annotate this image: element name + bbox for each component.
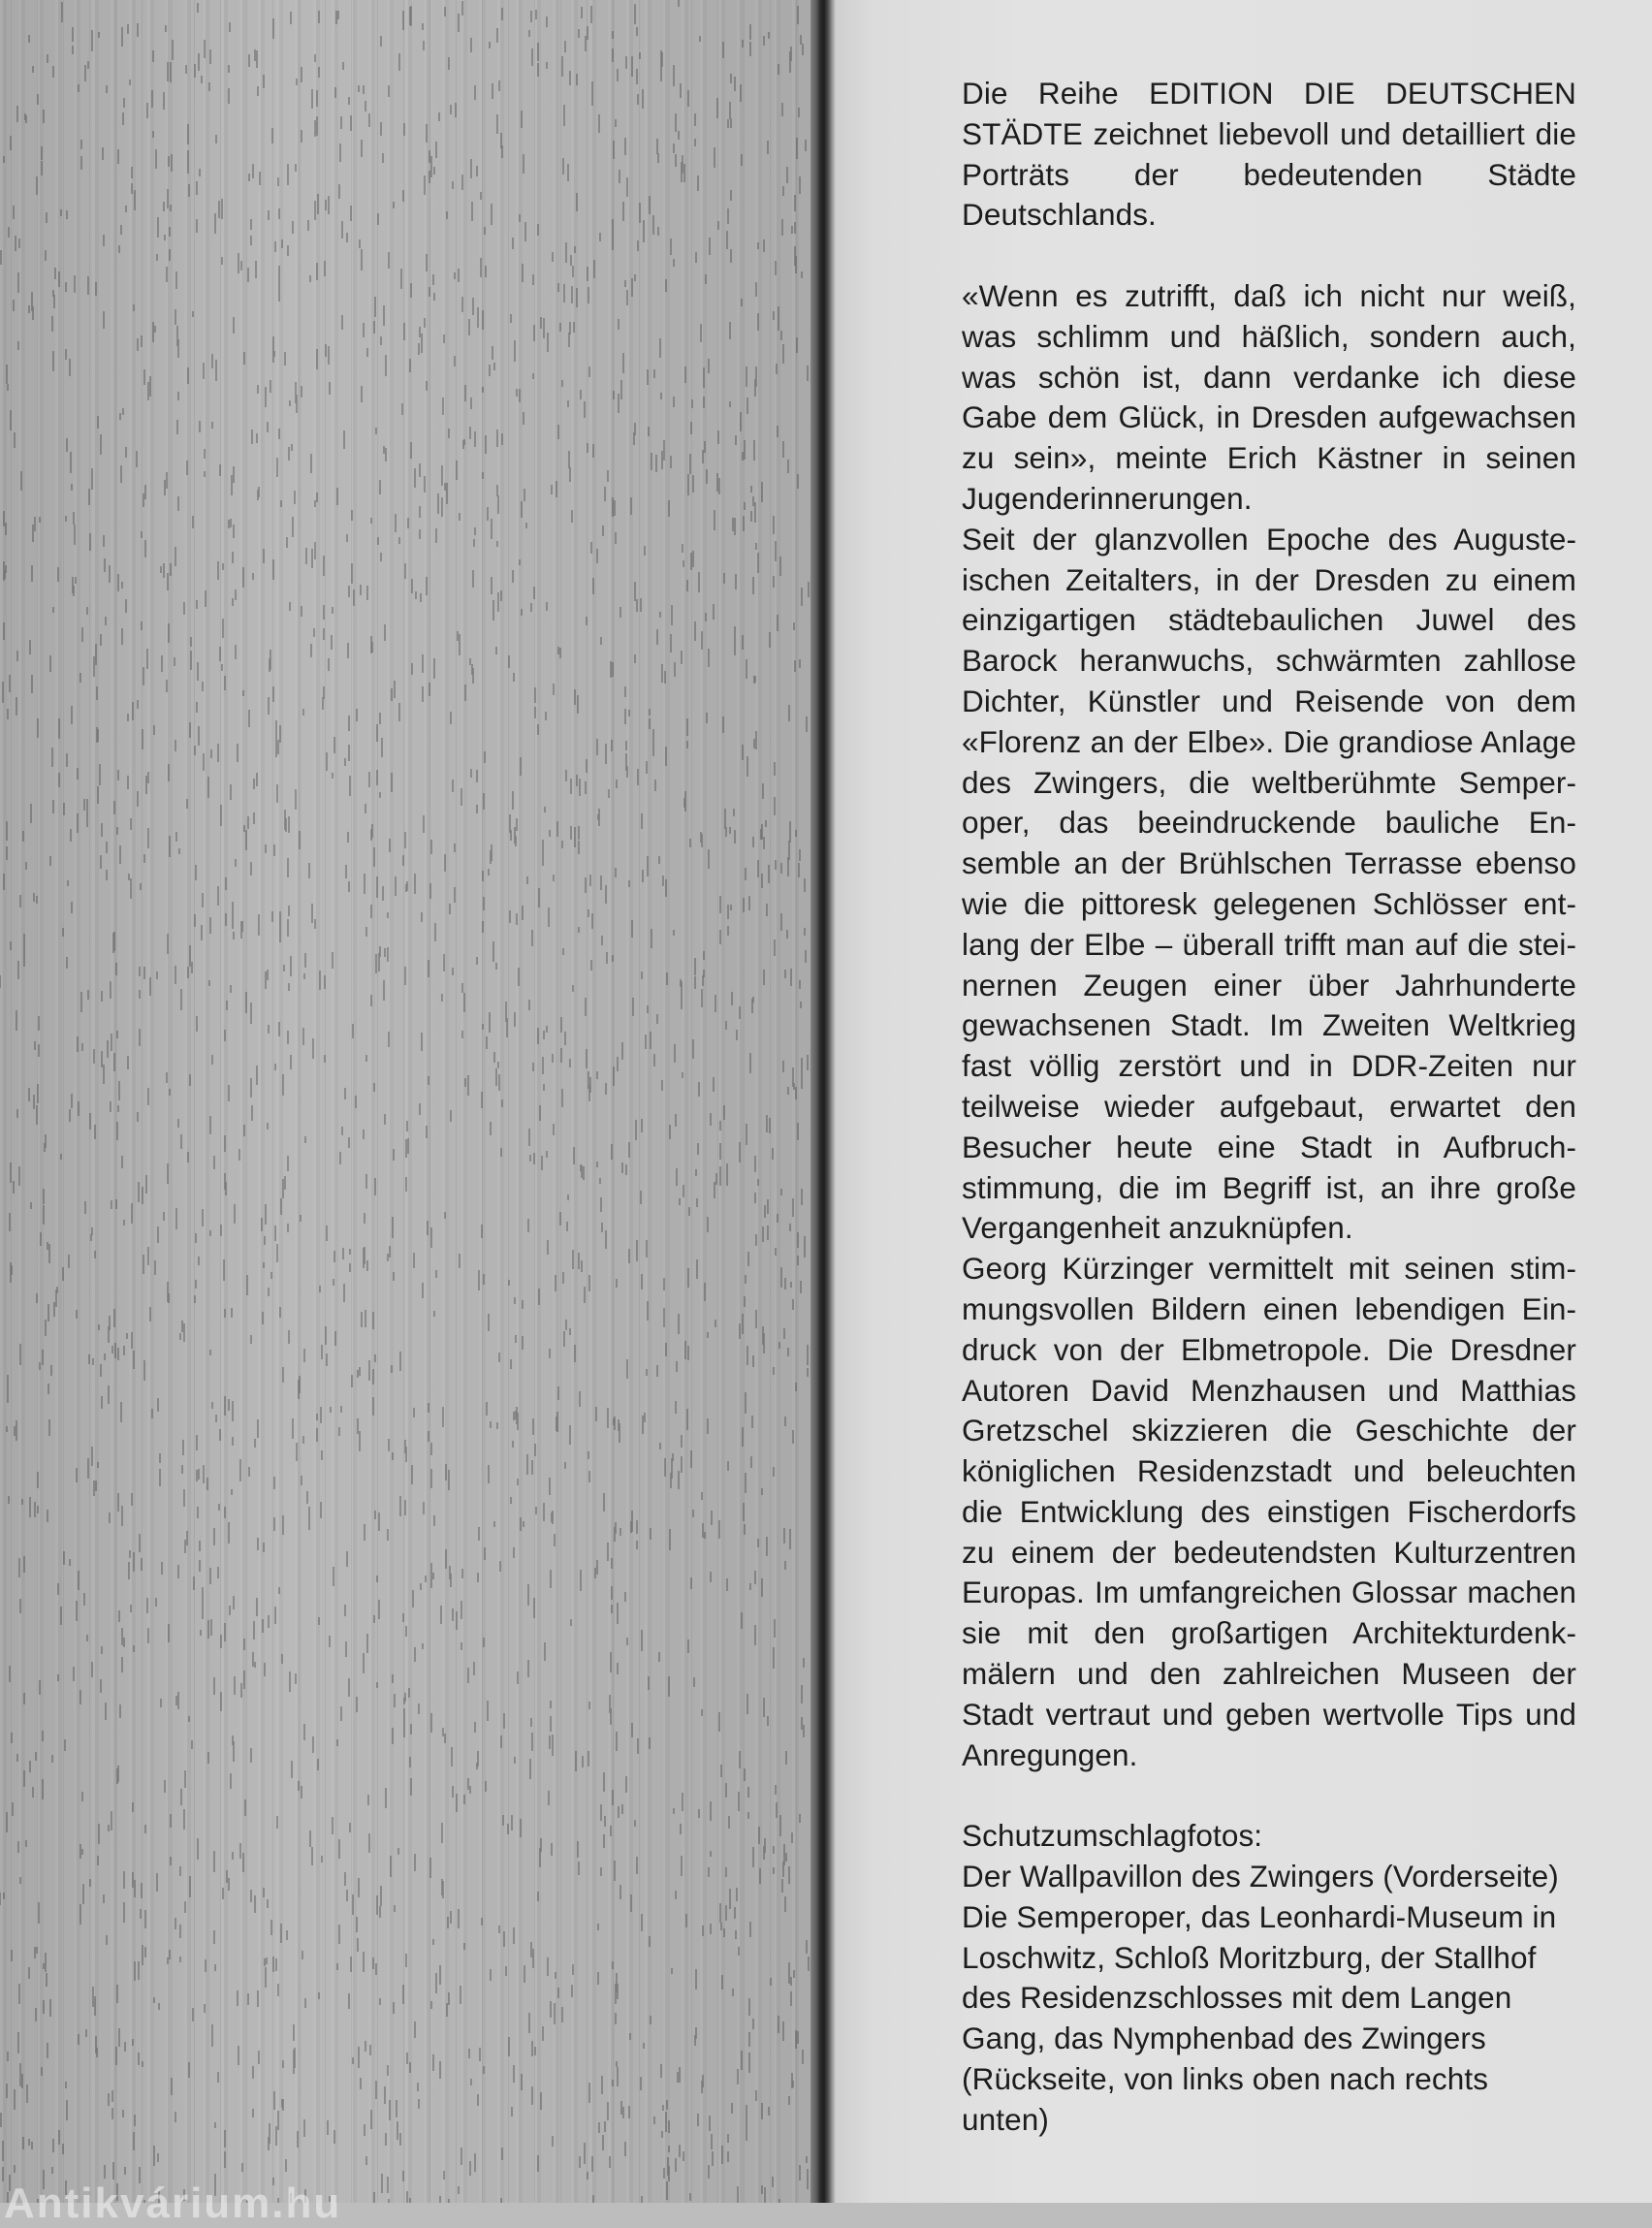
credits-heading: Schutzumschlagfotos: bbox=[962, 1818, 1263, 1854]
wood-grain-board bbox=[0, 0, 822, 2203]
credits-front: Der Wallpavillon des Zwingers (Vorderseite) bbox=[962, 1859, 1559, 1894]
wood-grain-texture bbox=[0, 0, 810, 2203]
credits-back: Die Semperoper, das Leonhardi-Museum in Loschwitz, Schloß Moritzburg, der Stallhof des Residenzschlosses mit dem Langen Gang, das Nymphenbad des Zwingers (Rückseite, von links oben nach rechts unten) bbox=[962, 1898, 1557, 2137]
photo-credits bbox=[962, 1816, 1576, 2140]
watermark: Antikvárium.hu bbox=[4, 2180, 342, 2227]
paragraph-authors: Georg Kürzinger vermittelt mit seinen stimmungsvollen Bildern einen lebendigen Eindruck von der Elbmetropole. Die Dresdner Autoren David Menzhausen und Matthias Gretzschel skizzieren die Geschichte der königlichen Residenzstadt und beleuchten die Entwicklung des einstigen Fischerdorfs zu einem der bedeutendsten Kulturzentren Europas. Im umfangreichen Glossar machen sie mit den großartigen Architekturdenkmälern und den zahlreichen Museen der Stadt vertraut und geben wertvolle Tips und Anregungen. bbox=[962, 1251, 1576, 1772]
paragraph-history: Seit der glanzvollen Epoche des Augusteischen Zeitalters, in der Dresden zu einem einzigartigen städtebaulichen Juwel des Barock heranwuchs, schwärmten zahllose Dichter, Künstler und Reisende von dem «Florenz an der Elbe». Die grandiose Anlage des Zwingers, die weltberühmte Semperoper, das beeindruckende bauliche Ensemble an der Brühlschen Terrasse ebenso wie die pittoresk gelegenen Schlösser entlang der Elbe – überall trifft man auf die steinernen Zeugen einer über Jahrhunderte gewachsenen Stadt. Im Zweiten Weltkrieg fast völlig zerstört und in DDR-Zeiten nur teilweise wieder aufgebaut, erwartet den Besucher heute eine Stadt in Aufbruchstimmung, die im Begriff ist, an ihre große Vergangenheit anzuknüpfen. bbox=[962, 521, 1576, 1246]
series-intro: Die Reihe EDITION DIE DEUTSCHEN STÄDTE zeichnet liebevoll und detailliert die Porträts der bedeutenden Städte Deutschlands. bbox=[962, 76, 1576, 233]
paragraph-kaestner-quote: «Wenn es zutrifft, daß ich nicht nur weiß, was schlimm und häßlich, sondern auch, was schön ist, dann verdanke ich diese Gabe dem Glück, in Dresden aufgewachsen zu sein», meinte Erich Kästner in seinen Jugenderinnerungen. bbox=[962, 277, 1576, 516]
flap-text bbox=[962, 74, 1576, 2141]
book-spine-gutter bbox=[810, 0, 836, 2203]
wood-grain-flecks bbox=[0, 0, 809, 2203]
